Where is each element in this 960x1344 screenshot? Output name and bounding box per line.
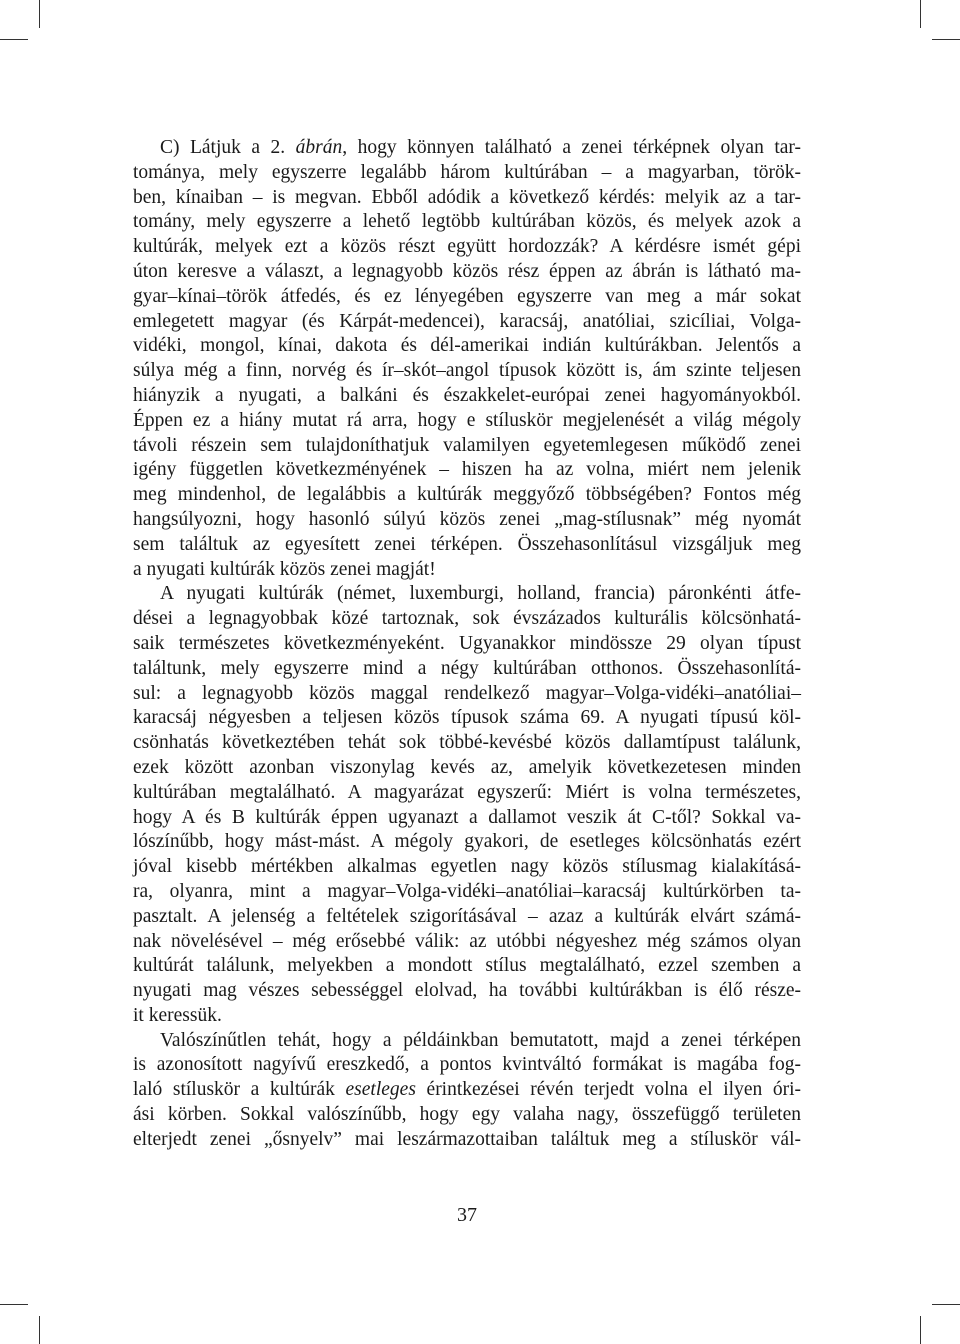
text-line: hangsúlyozni, hogy hasonló súlyú közös zenei „mag-stílusnak” még nyomát: [133, 508, 801, 530]
text-line: úton keresve a választ, a legnagyobb közös rész éppen az ábrán is látható ma-: [133, 260, 801, 282]
text-line: C) Látjuk a 2. ábrán, hogy könnyen található a zenei térképnek olyan tar-: [160, 137, 801, 158]
crop-mark-top-left-vertical: [39, 0, 40, 28]
text-line: sul: a legnagyobb közös maggal rendelkező magyar–Volga-vidéki–anatóliai–: [133, 682, 801, 704]
text-line: nak növelésével – még erősebbé válik: az utóbbi négyeshez még számos olyan: [133, 930, 801, 952]
text-line: jóval kisebb mértékben alkalmas egyetlen nagy közös stílusmag kialakításá-: [133, 856, 801, 878]
paragraph-1: [133, 136, 801, 582]
paragraph-2: [133, 582, 801, 1028]
crop-mark-bottom-left-vertical: [39, 1316, 40, 1344]
text-line: nyugati mag vészes sebességgel elolvad, ha további kultúrákban is élő része-: [133, 980, 801, 1002]
emphasis: esetleges: [345, 1079, 416, 1101]
text-line: tomány, mely egyszerre a lehető legtöbb kultúrában közös, és melyek azok a: [133, 211, 801, 233]
text-line: lószínűbb, hogy mást-mást. A mégoly gyakori, de esetleges kölcsönhatás ezért: [133, 831, 801, 853]
text-line: ezek között azonban viszonylag kevés az, amelyik következetesen minden: [133, 756, 801, 778]
text-line: dései a legnagyobbak közé tartoznak, sok évszázados kulturális kölcsönhatá-: [133, 608, 801, 630]
text-line: hogy A és B kultúrák éppen ugyanazt a dallamot veszik át C-től? Sokkal va-: [133, 806, 801, 828]
page-number: 37: [457, 1204, 477, 1226]
text-line: sem találtuk az egyesített zenei térképen. Összehasonlításul vizsgáljuk meg: [133, 533, 801, 555]
text-line: találtunk, mely egyszerre mind a négy kultúrában otthonos. Összehasonlítá-: [133, 657, 801, 679]
text-line: saik természetes következményeként. Ugyanakkor mindössze 29 olyan típust: [133, 632, 801, 654]
text-line: hiányzik a nyugati, a balkáni és északkelet-európai zenei hagyományokból.: [133, 384, 801, 406]
crop-mark-top-left-horizontal: [0, 39, 28, 40]
crop-mark-bottom-right-vertical: [920, 1316, 921, 1344]
text-line: ási körben. Sokkal valószínűbb, hogy egy valaha nagy, összefüggő területen: [133, 1104, 801, 1126]
text-line: emlegetett magyar (és Kárpát-medencei), karacsáj, anatóliai, szicíliai, Volga-: [133, 310, 801, 332]
body-text: [133, 136, 801, 1153]
text-line: A nyugati kultúrák (német, luxemburgi, holland, francia) páronkénti átfe-: [160, 583, 801, 605]
text-line: kultúrák, melyek ezt a közös részt együtt hordozzák? A kérdésre ismét gépi: [133, 236, 801, 258]
text-line: kultúrát találunk, melyekben a mondott stílus megtalálható, ezzel szemben a: [133, 955, 801, 977]
text-line: súlya még a finn, norvég és ír–skót–angol típusok között is, ám szinte teljesen: [133, 360, 801, 382]
text-line: tománya, mely egyszerre legalább három kultúrában – a magyarban, török-: [133, 161, 801, 183]
text-line: ben, kínaiban – is megvan. Ebből adódik a következő kérdés: melyik az a tar-: [133, 186, 801, 208]
text-line: csönhatás következtében tehát sok többé-kevésbé közös dallamtípust találunk,: [133, 732, 801, 754]
text-line: laló stíluskör a kultúrák esetleges érintkezései révén terjedt volna el ilyen óri-: [133, 1079, 801, 1101]
text-line: karacsáj négyesben a teljesen közös típusok száma 69. A nyugati típusú köl-: [133, 707, 801, 729]
text-line: Valószínűtlen tehát, hogy a példáinkban bemutatott, majd a zenei térképen: [160, 1029, 801, 1051]
crop-mark-bottom-left-horizontal: [0, 1304, 28, 1305]
text-line: is azonosított nagyívű ereszkedő, a pontos kvintváltó formákat is magába fog-: [133, 1054, 801, 1076]
crop-mark-top-right-vertical: [920, 0, 921, 28]
text-line: ra, olyanra, mint a magyar–Volga-vidéki–anatóliai–karacsáj kultúrkörben ta-: [133, 880, 801, 902]
text-line: a nyugati kultúrák közös zenei magját!: [133, 558, 436, 580]
text-line: gyar–kínai–török átfedés, és ez lényegében egyszerre van meg a már sokat: [133, 285, 801, 307]
text-line: Éppen ez a hiány mutat rá arra, hogy e stíluskör megjelenését a világ mégoly: [133, 409, 801, 431]
text-line: elterjedt zenei „ősnyelv” mai leszármazottaiban találtuk meg a stíluskör vál-: [133, 1128, 801, 1150]
paragraph-3: [133, 1029, 801, 1153]
text-line: távoli részein sem tulajdoníthatjuk valamilyen egyetemlegesen működő zenei: [133, 434, 801, 456]
crop-mark-bottom-right-horizontal: [932, 1304, 960, 1305]
emphasis: ábrán: [295, 137, 343, 158]
text-line: igény független következményének – hiszen ha az volna, miért nem jelenik: [133, 459, 801, 481]
text-line: pasztalt. A jelenség a feltételek szigorításával – azaz a kultúrák elvárt számá-: [133, 905, 801, 927]
text-line: kultúrában megtalálható. A magyarázat egyszerű: Miért is volna természetes,: [133, 781, 801, 803]
crop-mark-top-right-horizontal: [932, 39, 960, 40]
text-line: meg mindenhol, de legalábbis a kultúrák meggyőző többségében? Fontos még: [133, 484, 801, 506]
text-line: it keressük.: [133, 1004, 222, 1026]
text-line: vidéki, mongol, kínai, dakota és dél-amerikai indián kultúrákban. Jelentős a: [133, 335, 801, 357]
